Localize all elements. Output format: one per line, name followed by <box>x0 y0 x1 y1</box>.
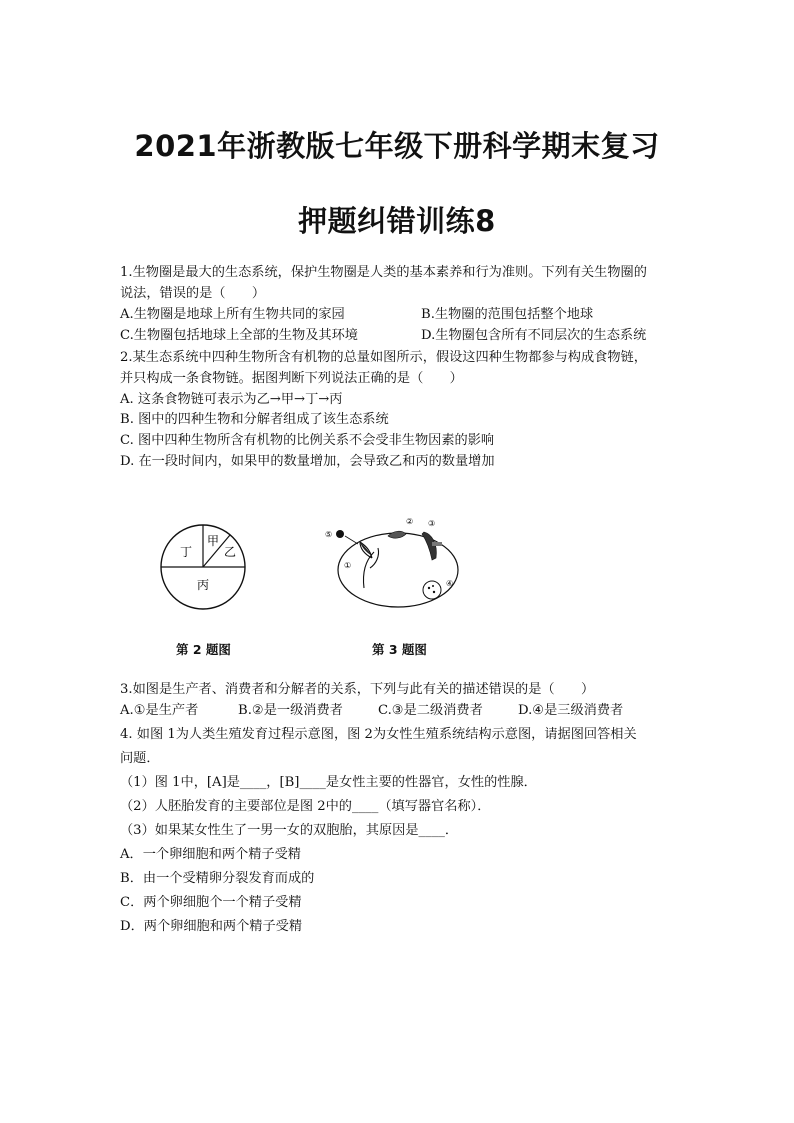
q3-stem: 3.如图是生产者、消费者和分解者的关系，下列与此有关的描述错误的是（ ） <box>120 682 595 697</box>
q4-option-a: A．一个卵细胞和两个精子受精 <box>120 847 301 862</box>
q4-sub-3: （3）如果某女性生了一男一女的双胞胎，其原因是____． <box>120 823 459 838</box>
pie-label-ding: 丁 <box>179 545 193 559</box>
title-line-2: 押题纠错训练8 <box>298 204 496 238</box>
q1-option-c: C.生物圈包括地球上全部的生物及其环境 <box>120 328 358 343</box>
q4-sub-2: （2）人胚胎发育的主要部位是图 2中的____（填写器官名称）． <box>120 799 491 814</box>
figure-3-cycle-diagram <box>320 512 470 612</box>
figure-2-caption: 第 2 题图 <box>176 642 231 657</box>
q2-option-d: D. 在一段时间内，如果甲的数量增加，会导致乙和丙的数量增加 <box>120 454 495 469</box>
q3-option-a: A.①是生产者 <box>120 703 199 718</box>
q3-option-d: D.④是三级消费者 <box>518 703 624 718</box>
q1-option-a: A.生物圈是地球上所有生物共同的家园 <box>120 307 345 322</box>
sun-icon <box>336 530 344 538</box>
q3-option-c: C.③是二级消费者 <box>378 703 483 718</box>
title-line-1: 2021年浙教版七年级下册科学期末复习 <box>134 129 660 163</box>
q2-option-c: C. 图中四种生物所含有机物的比例关系不会受非生物因素的影响 <box>120 433 495 448</box>
q4-sub-1: （1）图 1中，[A]是____，[B]____是女性主要的性器官，女性的性腺． <box>120 775 537 790</box>
q2-option-b: B. 图中的四种生物和分解者组成了该生态系统 <box>120 412 389 427</box>
q1-stem-line-2: 说法，错误的是（ ） <box>120 286 266 301</box>
marker-3: ③ <box>428 519 436 528</box>
pie-label-jia: 甲 <box>206 534 220 548</box>
q1-option-b: B.生物圈的范围包括整个地球 <box>421 307 594 322</box>
pie-label-bing: 丙 <box>196 578 210 592</box>
q2-stem-line-1: 2.某生态系统中四种生物所含有机物的总量如图所示，假设这四种生物都参与构成食物链， <box>120 350 647 365</box>
marker-4: ④ <box>446 579 454 588</box>
marker-2: ② <box>406 517 414 526</box>
q4-option-c: C．两个卵细胞个一个精子受精 <box>120 895 302 910</box>
pie-label-yi: 乙 <box>223 545 237 559</box>
insect-icon <box>388 531 406 538</box>
marker-1: ① <box>344 561 352 570</box>
q4-option-b: B．由一个受精卵分裂发育而成的 <box>120 871 315 886</box>
marker-5: ⑤ <box>325 530 333 539</box>
figure-2-pie-diagram <box>158 522 248 612</box>
q4-option-d: D．两个卵细胞和两个精子受精 <box>120 919 303 934</box>
q2-option-a: A. 这条食物链可表示为乙→甲→丁→丙 <box>120 392 343 407</box>
q4-stem-line-1: 4. 如图 1为人类生殖发育过程示意图，图 2为女性生殖系统结构示意图，请据图回答相关 <box>120 727 637 742</box>
q1-stem-line-1: 1.生物圈是最大的生态系统，保护生物圈是人类的基本素养和行为准则。下列有关生物圈的 <box>120 265 647 280</box>
q3-option-b: B.②是一级消费者 <box>238 703 343 718</box>
q1-option-d: D.生物圈包含所有不同层次的生态系统 <box>421 328 647 343</box>
figure-3-caption: 第 3 题图 <box>372 642 427 657</box>
q2-stem-line-2: 并只构成一条食物链。据图判断下列说法正确的是（ ） <box>120 371 463 386</box>
q4-stem-line-2: 问题． <box>120 751 160 766</box>
decomposer-icon <box>423 581 441 599</box>
plant-icon <box>360 542 379 588</box>
